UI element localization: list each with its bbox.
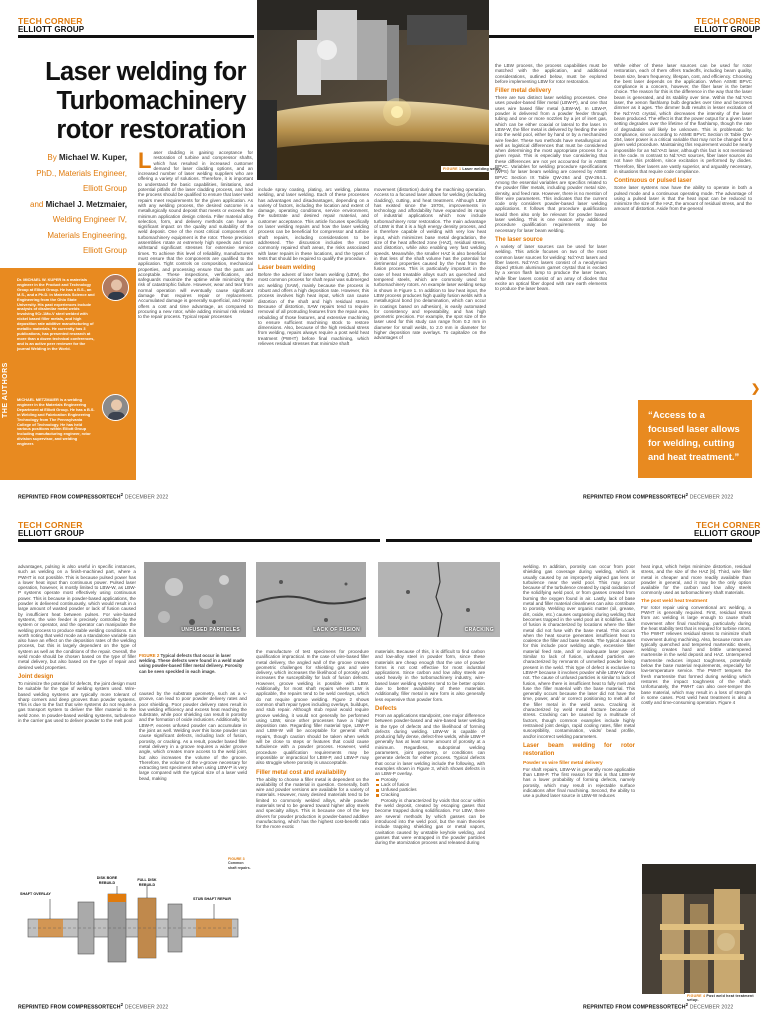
author1-name: Michael W. Kuper, bbox=[58, 153, 127, 162]
p2-column-5 bbox=[523, 564, 635, 994]
figure2-label-lack-of-fusion: LACK OF FUSION bbox=[313, 627, 360, 633]
p2-column-4 bbox=[375, 649, 485, 994]
figure2-photo-lack-of-fusion bbox=[256, 562, 366, 637]
figure3-label-shaft-overlay: SHAFT OVERLAY bbox=[20, 892, 51, 896]
p2-column-6-text-a: heat input, which helps minimize distortion, residual stress, and the size of the HAZ [6]. Third, wire filler metal is cheaper and more readily available than powder in general, and it may be the only option available for the carbon and low alloy steels commonly used as turbomachinery shaft materials. bbox=[641, 564, 751, 596]
subhead-powder-vs-wire: Powder vs wire filler metal delivery bbox=[523, 760, 603, 766]
p2-column-4-text-c: Porosity is characterized by voids that occur within the weld deposit, created by escaping gases that become trapped during solidification. For LBW, there are several methods by which gasses can be introduced into the weld pool, but the main theories include trapping shielding gas or metal vapors, cavitation caused by unstable keyhole welding, and gasses that were entrapped in the powder particles during the atomization process and released during bbox=[375, 797, 485, 846]
title-line-2: Turbomachinery bbox=[56, 87, 246, 115]
pull-quote: “Access to a focused laser allows for welding, cutting and heat treatment.” bbox=[638, 400, 752, 478]
figure3-diagram bbox=[18, 864, 250, 989]
section-kicker-b: TECH CORNER bbox=[18, 520, 83, 530]
p2-column-3-text-b: The ability to choose a filler metal is dependent on the availability of the material in question. Generally, both wire and powder versions are available for a variety of materials. However, many desired materials tend to be limited to commonly welded alloys, while powder materials tend to be geared toward higher alloy steels and specialty alloys. This is because one of the key drivers for powder production is powder-based additive manufacturing, which has the highest cost-benefit ratio for the more exotic bbox=[256, 776, 369, 830]
footer-reprint: REPRINTED FROM COMPRESSORTECH bbox=[18, 494, 121, 501]
footer-date-right: DECEMBER 2022 bbox=[689, 494, 734, 501]
subhead-joint-design: Joint design bbox=[18, 673, 54, 680]
p2-column-5-text-b: For shaft repairs, LBW-W is generally more applicable than LBW-P. The first reason for this is that LBW-W has a lower probability of forming defects, namely porosity, which may result in rejectable surface indications after final machining. Second, the ability to use a pulsed laser source in LBW-W reduces bbox=[523, 766, 635, 799]
column-4-text-b: There are two distinct laser welding processes. One uses powder-based filler metal (LBW-P), and one that uses wire based filler metal (LBW-W). In LBW-P, powder is delivered from a powder feeder through tubing and one or more nozzles by a jet of inert gas, which can be either coaxial or lateral to the laser. In LBW-W, the filler metal is delivered by feeding the wire into the weld pool, either by hand or by a mechanized wire feeder. These two methods have metallurgical as well as logistical differences that must be considered when determining the most appropriate process for a given repair. This is especially true considering that these differences are not yet accounted for in ASME BPVC. Variables for welding procedure specifications (WPS) for laser beam welding are covered by ASME BPVC Section IX Table QW-264 and QW-264.1. Among the essential variables are specifics related to the powder filler metals, including powder metal size, density, and feed rate. However, there is no mention of filler wire parameters. This indicates that the current code only considers powder-based laser welding applications. It follows that procedure qualification would then also only be relevant for powder based laser welding. This is one reason why additional procedure qualification requirements may be necessary for laser beam welding. bbox=[495, 95, 607, 233]
byline-by: By bbox=[47, 153, 57, 162]
author1-bio: Dr. MICHAEL W. KUPER is a materials engineer in the Product and Technology Group at Elliott Group. He has a B.S., an M.S., and a Ph.D. in Materials Science and Engineering from the Ohio State University. His past experiences include analysis of dissimilar metal welds involving 9Cr-1Mo-V steel welded with nickel based filler metals, and high deposition rate additive manufacturing of metallic materials. He currently has 3 publications, has presented research at more than a dozen technical conferences, and is an active peer reviewer for the journal Welding in the World. bbox=[17, 277, 95, 351]
footer-superscript: 2 bbox=[120, 492, 124, 497]
footer-superscript-b-right: 2 bbox=[685, 1002, 689, 1007]
figure3-label-stub-shaft: STUB SHAFT REPAIR bbox=[193, 897, 232, 901]
subhead-filler-cost: Filler metal cost and availability bbox=[256, 769, 347, 776]
column-5-text-a: While either of these laser sources can be used for rotor restoration, each of them offers tradeoffs, including beam quality, beam size, beam frequency, lifespan, cost, and efficiency. Choosing the best laser depends on the application. When ASME BPVC compliance is a concern, however, the fiber laser is the better choice. The reason for this is the difference in the way that the laser beam is generated, and its stability over time. Within the Nd:YAG laser, the xenon flashlamp bulb degrades over time and becomes dimmer as it ages. The dimmer bulb results in lesser excitation of the Nd:YAG crystal, which decreases the intensity of the laser beam produced. The effect is that the power output for a given laser setting degrades over the lifetime of the flashlamp, though the rate of degradation will likely be unknown. This is problematic for compliance, since according to ASME BPVC Section IX Table QW-264, laser power is a critical variable that may not be changed for a given weld procedure. Maintaining this requirement would be nearly impossible for an Nd:YAG laser, although this fact is not mentioned in the code. In contrast to Nd:YAG sources, fiber laser sources do not have this problem, since excitation is performed by diodes. Therefore, fiber lasers are vastly superior, and arguably necessary, in situations that require code compliance. bbox=[614, 63, 752, 174]
subhead-defects: Defects bbox=[375, 705, 397, 712]
column-3 bbox=[374, 187, 486, 482]
defects-list-item: Cracking bbox=[381, 792, 485, 797]
title-line-3: rotor restoration bbox=[56, 116, 246, 144]
figure3-caption-num: 3 bbox=[242, 857, 245, 861]
subhead-rotor-restoration: Laser beam welding for rotor restoration bbox=[523, 742, 635, 757]
section-kicker-right: TECH CORNER bbox=[696, 16, 761, 26]
figure2-label-unfused: UNFUSED PARTICLES bbox=[181, 627, 240, 633]
defects-list-item: Porosity bbox=[381, 777, 485, 782]
footer-date: DECEMBER 2022 bbox=[124, 494, 169, 501]
author2-name: Michael J. Metzmaier, bbox=[45, 199, 127, 209]
figure3-label-full-disk: FULL DISK REBUILD bbox=[137, 878, 157, 887]
author1-avatar bbox=[102, 274, 129, 301]
figure1-caption-label: FIGURE bbox=[443, 167, 458, 171]
column-2-text-b: Before the advent of laser beam welding (LBW), the most common process for shaft repair was submerged arc welding (SAW), mainly because the process is robust and offers a high deposition rate. However, this process involves high heat input, which can cause distortion of the shaft and high residual stress. Because of distortion, SAW repairs tend to require removal of all protruding features from the repair area, rebuilding of those features, and extensive machining to ensure sufficient machining stock to restore dimensions. Also, because of the high residual stress from welding, repairs always require a post weld heat treatment (PWHT) before final machining, which relieves residual stresses that minimize shaft bbox=[258, 272, 369, 347]
footer-superscript-right: 2 bbox=[685, 492, 689, 497]
column-4-text-a: the LBW process, the process capabilities must be matched with the application, and additional considerations, outlined below, must be explored before implementing LBW for rotor restoration. bbox=[495, 63, 607, 84]
byline-and: and bbox=[30, 199, 44, 209]
figure2-photo-cracking bbox=[378, 562, 500, 637]
company-kicker-b-right: ELLIOTT GROUP bbox=[694, 529, 761, 538]
figure1-caption-text: Laser welding setup. bbox=[462, 167, 502, 171]
author2-avatar bbox=[102, 394, 129, 421]
figure1-photo bbox=[257, 0, 489, 180]
author2-affil-a: Welding Engineer IV, bbox=[52, 215, 127, 224]
p2-column-3-text-a: the manufacture of test specimens for procedure qualification impractical. In the case of wire-based filler metal delivery, the angled wall of the groove creates geometric challenges for shielding gas and wire delivery, which increases the likelihood of porosity and increases the susceptibility for lack of fusion defects. However, groove welding is possible with LBW. Additionally, for most shaft repairs where LBW is applicable, the repairs tend to be weld overlays, which do not require groove welding. Figure 2 shows common shaft repair types including overlays, buildups, and stub repair. Although stub repair would require groove welding, it would not generally be performed using LBW, since other processes have a higher deposition rate. Regarding filler material type, LBW-P and LBW-W will be acceptable for general shaft repairs, though caution should be taken when welds will be close to steps or features that could cause turbulence with a powder process. However, weld procedure qualification requirements may be impossible or impractical for LBW-P, and LBW-P may also struggle where porosity is unacceptable. bbox=[256, 649, 369, 766]
footer-left-b bbox=[18, 1002, 168, 1011]
article-title bbox=[10, 58, 246, 145]
figure2-caption-num: 2 bbox=[156, 653, 160, 658]
title-line-1: Laser welding for bbox=[45, 58, 246, 86]
figure3-caption-text: Common shaft repairs. bbox=[228, 861, 251, 870]
authors-box bbox=[0, 268, 136, 480]
p2-column-2-text: caused by the substrate geometry, such as a v-groove, can lead to poor powder delivery rates and poor shielding. Poor powder delivery rates result in low welding efficiency and excess heat reaching the substrate, while poor shielding can result in porosity and the formation of oxide inclusions. Additionally, for LBW-P, excess unfused powder can accumulate in the joint as well. Welding over this loose powder can cause significant defects, including lack of fusion, porosity, or cracking. As a result, powder based filler metal delivery in a groove requires a wider groove angle, which creates more access to the weld joint, but also increases the volume of the groove. Therefore, the volume of the v-groove necessary for extracting test specimens when using LBW-P is very large compared with the typical size of a laser weld bead, making bbox=[139, 691, 247, 781]
footer-date-b-right: DECEMBER 2022 bbox=[689, 1004, 734, 1011]
p2-column-5-text-a: welding. In addition, porosity can occur from poor shielding gas coverage during welding, which is usually caused by an improperly aligned gas lens or turbulence near the weld pool. This may occur because of the turbulence created by rapid oxidation of the solidifying weld pool, or from gasses created from burning the oxygen found in air. Lastly, lack of base metal and filler material cleanliness can also contribute to porosity. Welding over organic matter (oil, grease, dirt, oxide, etc.) causes outgassing during welding that becomes trapped in the weld pool as it solidifies. Lack of fusion is characterized by locations where the filler metal did not fuse with the base metal. This occurs when the heat source generates insufficient heat to coalesce the filler and base metals. The typical causes for this include poor welding angle, excessive filler material feed rate, and/ or inadequate laser power. Similar to lack of fusion, unfused particles are characterized by remnants of unmelted powder being present in the weld. This type of defect is exclusive to LBW-P because it involves powder while LBW-W does not. The cause of unfused particles is similar to lack of fusion, where there is insufficient heat to fully melt and fuse the filler material with the base material. This generally occurs because the laser did not have the time, power, and/ or correct positioning to melt all of the filler metal in the weld area. Cracking is characterized by weld metal fracture because of stress. Cracking can be caused by a multitude of factors, though common examples include highly restrained joint design, rapid cooling rates, filler metal susceptibility, contamination, voids/ bead profile, and/or incorrect welding parameters. bbox=[523, 564, 635, 739]
spread-bottom bbox=[0, 514, 768, 1024]
continue-arrow-icon: ❯ bbox=[751, 383, 761, 395]
figure3-label-disk-bore: DISK BORE REBUILD bbox=[96, 876, 118, 885]
header-rule-b-right bbox=[386, 539, 752, 542]
defects-list bbox=[381, 777, 485, 798]
subhead-pwht: The post weld heat treatment bbox=[641, 598, 708, 604]
defects-list-item: Lack of fusion bbox=[381, 782, 485, 787]
p2-column-1-text-a: advantages, pulsing is also useful in specific instances, such as welding on a finish-machined part, where a PWHT is not possible. This is because pulsed power has a lower heat input than continuous power. Pulsed laser operation, however, is mostly limited to LBW-W, as LBW-P systems operate most effectively using continuous power. This is because in powder-based applications, the powder is delivered continuously, which would result in a large amount of wasted powder or lack of fusion caused by insufficient heat between pulses. For wire-based systems, the wire feeder is precisely controlled by the system or operator, and the operator can manipulate the welding process to produce stable welding conditions. It is worth noting that weld mode as a standalone variable can also have an effect on the deposition rates of the welding process, but this is largely dependent on the type of system as well as the conditions of the repair. Overall, the weld mode should be chosen based on the type of filler metal delivery, but also based on the type of repair and desired weld properties. bbox=[18, 564, 136, 670]
authors-label: THE AUTHORS bbox=[2, 362, 9, 418]
column-4-text-c: A variety of laser sources can be used for laser welding. This article focuses on two of the most common laser sources for welding: Nd:YAG lasers and fiber lasers. Nd:YAG lasers consist of a neodymium doped yttrium aluminum garnet crystal that is excited by a xenon flash lamp to produce the laser beam, while fiber lasers consist of an array of diodes that excite an optical fiber doped with rare earth elements to produce the laser beam. bbox=[495, 243, 607, 292]
byline bbox=[20, 150, 127, 259]
p2-column-4-text-a: materials. Because of this, it is difficult to find carbon and low-alloy steel in powder form, since these materials are cheap enough that the use of powder forms is not cost effective for most industrial applications. Since carbon and low alloy steels are used heavily in the turbomachinery industry, wire-based laser welding systems tend to be better option due to better availability of these materials. Additionally, filler metal in wire form is also generally less expensive than powder form. bbox=[375, 649, 485, 702]
footer-date-b: DECEMBER 2022 bbox=[124, 1004, 169, 1011]
section-kicker: TECH CORNER bbox=[18, 16, 83, 26]
figure2-caption bbox=[139, 653, 247, 674]
figure3-caption bbox=[228, 857, 253, 870]
p2-column-4-text-b: From an applications standpoint, one major difference between powder-based and wire-based laser welding is the type of defects and the likelihood of forming defects during welding. LBW-W is capable of producing fully dense, defect-free welds, while LBW-P generally has at least some amount of porosity at a minimum. Regardless, suboptimal welding parameters, joint geometry, or conditions can generate defects for either process. Typical defects that occur in laser welding include the following, with examples shown in Figure 3, which shows defects in an LBW-P overlay. bbox=[375, 712, 485, 777]
author1-affil-a: PhD., Materials Engineer, bbox=[36, 168, 127, 178]
p2-column-6-text-b: For rotor repair using conventional arc welding, a PWHT is generally required. First, residual stress from arc welding is large enough to cause shaft movement after final machining, particularly during the heat stability test that is required for turbine rotors. The PWHT relieves residual stress to minimize shaft movement during machining. Also, because rotors are typically quenched and tempered martensitic steels, welding creates hard and brittle untempered martensite in the weld deposit and HAZ. Untempered martensite reduces impact toughness, potentially below the base material requirements, especially for low-temperature service. The PWHT tempers the fresh martensite that formed during welding which restores the impact toughness of the shaft. Unfortunately, the PWHT can also over-temper the base material, which may result in a loss of strength in some cases. Post weld heat treatment is also a costly and time-consuming operation. Figure 4 bbox=[641, 604, 751, 706]
column-1-text: aser cladding is gaining acceptance for restoration of turbine and compressor shafts, which has resulted in increased customer demand for laser cladding options, and an increased number of laser welding suppliers who are offering a variety of solutions. Therefore, it is important to understand the basic capabilities, limitations, and potential pitfalls of the laser cladding process, and how the process should be qualified to ensure that laser weld repairs meet requirements for the given application. As with any welding process, the desired outcome is a metallurgically sound deposit that meets or exceeds the minimum application design criteria. Filler material alloy selection, form, and delivery methods can have a significant impact on the quality and suitability of the weld deposit. One of the most critical components of turbomachinery equipment is the rotor. These precision assemblies rotate at extremely high speeds and must withstand significant stresses for extensive service times. To achieve this level of reliability, manufacturers must ensure that the components are qualified to the application. Tight controls on composition, mechanical properties, and processing ensure that the parts are acceptable. These inspections, verifications, and safeguards maximize the uptime while minimizing the risk of catastrophic failure. However, wear and tear from normal operation will eventually cause significant damage that requires repair or replacement. Accumulated damage is generally superficial, and repair offers a cost and time advantage, as compared to procuring a new rotor, while adding minimal risk related to the repair process. Typical repair processes bbox=[138, 150, 253, 320]
header-rule bbox=[18, 35, 254, 38]
figure4-caption-label: FIGURE bbox=[687, 994, 702, 998]
header-rule-b bbox=[18, 539, 380, 542]
figure4-caption-text: Post weld heat treatment setup. bbox=[687, 994, 754, 1002]
author2-affil-b: Materials Engineering, bbox=[47, 230, 127, 240]
column-2-text-a: include spray coating, plating, arc welding, plasma welding, and laser welding. Each of these processes has advantages and disadvantages, depending on a variety of factors, including the location and extent of damage, operating conditions, service environment, the substrate and desired repair material, and customer acceptance. This article focuses specifically on laser welding repairs and how the laser welding process can be beneficial for compressor and turbine shaft repairs, including considerations to be addressed. The discussion includes the most commonly repaired shaft areas, the risks associated with laser repairs in these locations, and the types of tests that should be required to qualify the procedure. bbox=[258, 187, 369, 261]
author2-bio: MICHAEL METZMAIER is a welding engineer in the Materials Engineering Department at Elliott Group. He has a B.S. in Welding and Fabrication Engineering Technology from The Pennsylvania College of Technology. He has held various positions within Elliott Group including manufacturing engineer, rotor division supervisor, and welding engineer. bbox=[17, 397, 95, 447]
company-kicker: ELLIOTT GROUP bbox=[18, 25, 85, 34]
figure1-caption-num: 1 bbox=[458, 167, 462, 171]
author2-affil-c: Elliott Group bbox=[82, 246, 127, 255]
drop-cap: L bbox=[138, 150, 152, 173]
subhead-filler-metal: Filler metal delivery bbox=[495, 88, 552, 95]
footer-superscript-b: 2 bbox=[120, 1002, 124, 1007]
author1-affil-b: Elliott Group bbox=[82, 184, 127, 193]
subhead-laser-beam-welding: Laser beam welding bbox=[258, 265, 316, 272]
footer-left bbox=[18, 492, 168, 501]
subhead-laser-source: The laser source bbox=[495, 236, 543, 243]
figure2-caption-label: FIGURE bbox=[139, 653, 156, 658]
p2-column-1-text-b: To minimize the potential for defects, the joint design must be suitable for the type of welding system used. Wire-based welding systems are typically more tolerant of sharp corners and deep grooves than powder systems. This is due to the fact that wire systems do not require a gas transport system to deliver the filler material to the weld zone. In powder-based welding systems, turbulence in the carrier gas used to deliver powder to the melt pool bbox=[18, 680, 136, 724]
defects-list-item: Unfused particles bbox=[381, 787, 485, 792]
figure2-label-cracking: CRACKING bbox=[464, 627, 494, 633]
column-3-text: movement (distortion) during the machining operation. Access to a focused laser allows for welding (including cladding), cutting, and heat treatment. Although LBW has existed since the 1970s, improvements in technology and affordability have expanded its range of industrial applications which now include turbomachinery rotor restoration. The main advantage of LBW is that it is a high energy density process, and is therefore capable of welding with very low heat input, which minimizes base metal degradation, the size of the heat affected zone (HAZ), residual stress, and distortion, while also enabling very fast welding speeds. Meanwhile, the smaller HAZ is also beneficial in that less of the shaft volume has the potential for detrimental properties caused by the heat from the fusion process. This is particularly important in the case of heat treatable alloys such as quenched and tempered steels, which are commonly used for turbomachinery rotors. An example laser welding setup is shown in Figure 1. In addition to low heat input, the LBW process produces high quality fusion welds with a metallurgical bond (no delamination, which can occur in coatings based on adhesion), is easily automated for consistency and repeatability, and has high geometric precision. For example, the spot size of the laser used for this study can range from 0.2 mm in diameter for small welds, to 2.0 mm in diameter for higher deposition rate overlays. To capitalize on the advantages of bbox=[374, 187, 486, 341]
spread-top bbox=[0, 0, 768, 510]
column-5 bbox=[614, 63, 752, 399]
subhead-pulsed: Continuous or pulsed laser bbox=[614, 178, 692, 185]
figure2-caption-text: Typical defects that occur in laser welding. These defects were found in a weld made using powder-based filler metal delivery. Porosity can be seen speckled in each image. bbox=[139, 653, 245, 674]
company-kicker-b: ELLIOTT GROUP bbox=[18, 529, 85, 538]
figure4-caption-num: 4 bbox=[702, 994, 706, 998]
footer-reprint-b: REPRINTED FROM COMPRESSORTECH bbox=[18, 1004, 121, 1011]
figure4-photo bbox=[642, 864, 756, 994]
figure2-photo-unfused bbox=[144, 562, 246, 637]
footer-right-b bbox=[583, 1002, 733, 1011]
footer-reprint-b-right: REPRINTED FROM COMPRESSORTECH bbox=[583, 1004, 686, 1011]
p2-column-6 bbox=[641, 564, 751, 864]
column-5-text-b: Some laser systems now have the ability to operate in both a pulsed mode and a continuous operating mode. The advantage of using a pulsed laser is that the heat input can be reduced to minimize the size of the HAZ, the amount of residual stress, and the amount of distortion. Aside from the general bbox=[614, 185, 752, 212]
column-2 bbox=[258, 187, 369, 482]
p2-column-2 bbox=[139, 691, 247, 851]
p2-column-3 bbox=[256, 649, 369, 994]
company-kicker-right: ELLIOTT GROUP bbox=[694, 25, 761, 34]
footer-reprint-right: REPRINTED FROM COMPRESSORTECH bbox=[583, 494, 686, 501]
footer-right bbox=[583, 492, 733, 501]
column-1 bbox=[138, 150, 253, 482]
column-4 bbox=[495, 63, 607, 483]
figure3-caption-label: FIGURE bbox=[228, 857, 242, 861]
section-kicker-b-right: TECH CORNER bbox=[696, 520, 761, 530]
